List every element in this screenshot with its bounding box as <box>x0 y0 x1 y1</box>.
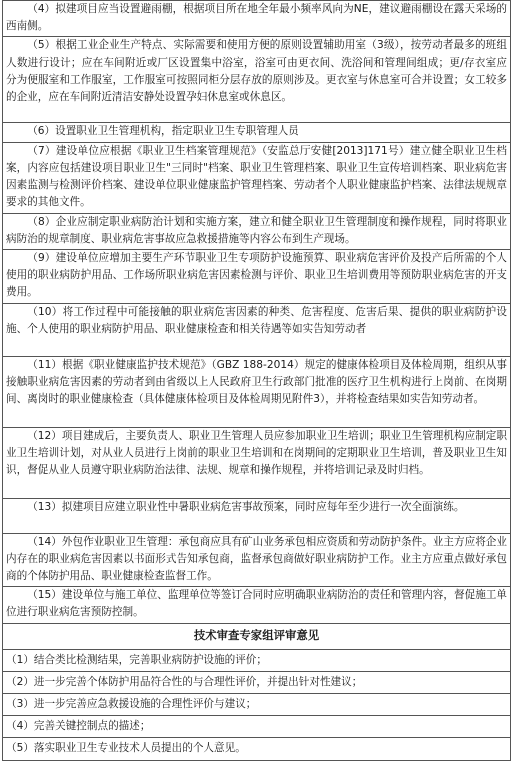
table-row <box>3 250 511 304</box>
table-row <box>3 37 511 123</box>
table-row <box>3 587 511 623</box>
table-row <box>3 533 511 587</box>
opinion-item-5: （5）落实职业卫生专业技术人员提出的个人意见。 <box>3 738 511 760</box>
table-row <box>3 623 511 649</box>
measure-item-8: （8）企业应制定职业病防治计划和实施方案，建立和健全职业卫生管理制度和操作规程，同时将职业病防治的规章制度、职业病危害事故应急救援措施等内容公布到生产现场。 <box>3 213 511 249</box>
table-row <box>3 123 511 142</box>
table-row <box>3 671 511 693</box>
opinion-item-4: （4）完善关键控制点的描述； <box>3 716 511 738</box>
table-row <box>3 213 511 249</box>
table-row <box>3 716 511 738</box>
table-row <box>3 356 511 427</box>
opinion-item-2: （2）进一步完善个体防护用品符合性的与合理性评价，并提出针对性建议； <box>3 671 511 693</box>
table-row <box>3 1 511 37</box>
measure-item-12: （12）项目建成后，主要负责人、职业卫生管理人员应参加职业卫生培训；职业卫生管理机构应制定职业卫生培训计划，对从业人员进行上岗前的职业卫生培训和在岗期间的定期职业卫生培训，普及职业卫生知识，督促从业人员遵守职业病防治法律、法规、规章和操作规程，并将培训记录及时归档。 <box>3 427 511 498</box>
table-row <box>3 738 511 760</box>
measure-item-5: （5）根据工业企业生产特点、实际需要和使用方便的原则设置辅助用室（3级），按劳动者最多的班组人数进行设计；应在车间附近或厂区设置集中浴室，浴室可由更衣间、洗浴间和管理间组成；更/存衣室应分为便服室和工作服室，工作服室可按照同柜分层存放的原则涉及。更衣室与休息室可合并设置；女工较多的企业，应在车间附近清洁安静处设置孕妇休息室或休息区。 <box>3 37 511 123</box>
review-heading: 技术审查专家组评审意见 <box>3 623 511 649</box>
measure-item-7: （7）建设单位应根据《职业卫生档案管理规范》（安监总厅安健[2013]171号）建立健全职业卫生档案，内容应包括建设项目职业卫生"三同时"档案、职业卫生管理档案、职业卫生宣传培训档案、职业病危害因素监测与检测评价档案、建设单位职业健康监护管理档案、劳动者个人职业健康监护档案、法律法规规章要求的其他文件。 <box>3 142 511 213</box>
measure-item-15: （15）建设单位与施工单位、监理单位等签订合同时应明确职业病防治的责任和管理内容，督促施工单位进行职业病危害预防控制。 <box>3 587 511 623</box>
measure-item-14: （14）外包作业职业卫生管理：承包商应具有矿山业务承包相应资质和劳动防护条件。业主方应将企业内存在的职业病危害因素以书面形式告知承包商，监督承包商做好职业病防护工作。业主方应重点做好承包商的个体防护用品、职业健康检查监督工作。 <box>3 533 511 587</box>
measure-item-4: （4）拟建项目应当设置避雨棚，根据项目所在地全年最小频率风向为NE，建议避雨棚设在露天采场的西南侧。 <box>3 1 511 37</box>
table-row <box>3 303 511 356</box>
opinion-item-3: （3）进一步完善应急救援设施的合理性评价与建议； <box>3 694 511 716</box>
opinion-item-1: （1）结合类比检测结果，完善职业病防护设施的评价； <box>3 649 511 671</box>
measure-item-10: （10）将工作过程中可能接触的职业病危害因素的种类、危害程度、危害后果、提供的职业病防护设施、个人使用的职业病防护用品、职业健康检查和相关待遇等如实告知劳动者 <box>3 303 511 356</box>
table-row <box>3 694 511 716</box>
measures-table <box>2 0 511 761</box>
table-row <box>3 649 511 671</box>
measure-item-9: （9）建设单位应增加主要生产环节职业卫生专项防护设施预算、职业病危害评价及投产后所需的个人使用的职业病防护用品、工作场所职业病危害因素检测与评价、职业卫生培训费用等预防职业病危害的开支费用。 <box>3 250 511 304</box>
table-row <box>3 498 511 533</box>
table-row <box>3 427 511 498</box>
measure-item-11: （11）根据《职业健康监护技术规范》（GBZ 188-2014）规定的健康体检项目及体检周期，组织从事接触职业病危害因素的劳动者到由省级以上人民政府卫生行政部门批准的医疗卫生机构进行上岗前、在岗期间、离岗时的职业健康检查（具体健康体检项目及体检周期见附件3），并将检查结果如实告知劳动者。 <box>3 356 511 427</box>
measure-item-6: （6）设置职业卫生管理机构，指定职业卫生专职管理人员 <box>3 123 511 142</box>
document-table-page <box>2 0 511 761</box>
measure-item-13: （13）拟建项目应建立职业性中暑职业病危害事故预案，同时应每年至少进行一次全面演练。 <box>3 498 511 533</box>
table-row <box>3 142 511 213</box>
